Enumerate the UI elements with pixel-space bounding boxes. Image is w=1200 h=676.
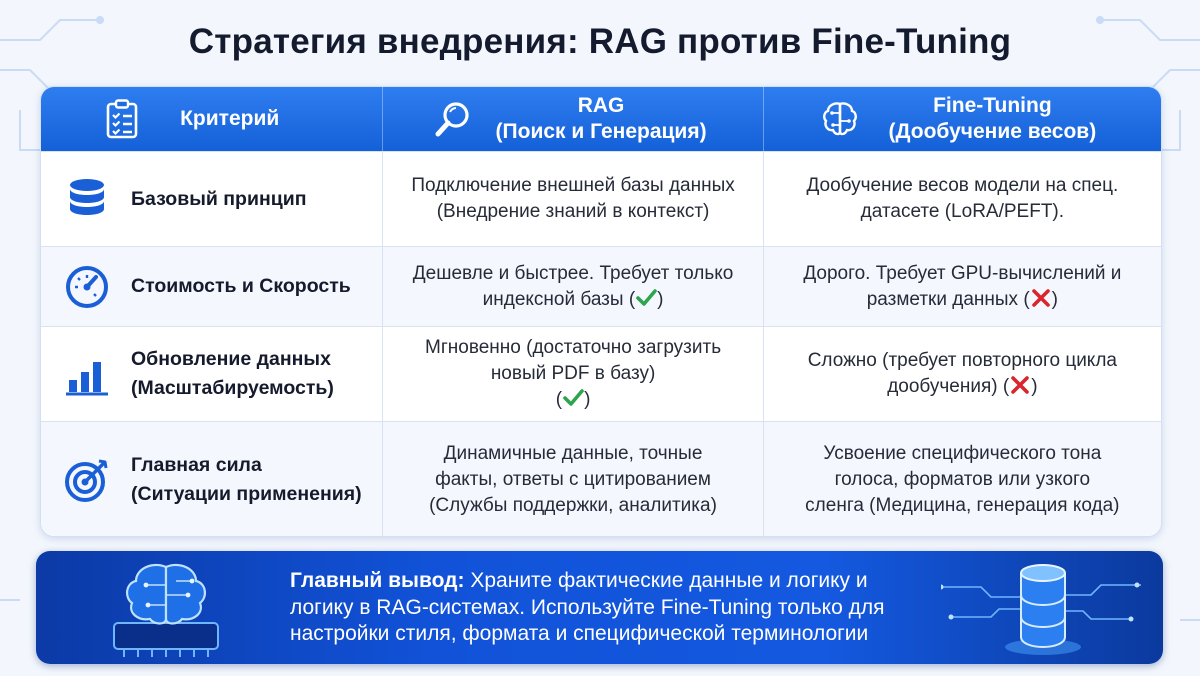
rag-text: Динамичные данные, точные факты, ответы с цитированием (Службы поддержки, аналитика) (429, 443, 717, 516)
header-ft-title: Fine-Tuning (933, 94, 1052, 117)
rag-text-tail: ) (584, 389, 591, 410)
database-glow-icon (941, 557, 1141, 659)
rag-cell (382, 152, 762, 246)
rag-text: Подключение внешней базы данных (Внедрение знаний в контекст) (411, 175, 735, 222)
header-rag (382, 87, 762, 151)
check-icon (562, 387, 584, 409)
table-row (41, 326, 1161, 421)
comparison-table (40, 86, 1162, 537)
brain-chip-icon (76, 555, 256, 661)
ft-cell (763, 327, 1161, 421)
rag-text-open: ( (555, 389, 563, 410)
header-ft-subtitle: (Дообучение весов) (888, 120, 1097, 143)
table-row (41, 151, 1161, 246)
criterion-cell (41, 247, 382, 326)
cross-icon (1009, 374, 1031, 396)
ft-text: Дообучение весов модели на спец. датасете (LoRA/PEFT). (806, 175, 1119, 222)
header-rag-subtitle: (Поиск и Генерация) (495, 120, 707, 143)
conclusion-banner (36, 551, 1163, 664)
database-icon (63, 175, 111, 223)
rag-cell (382, 327, 762, 421)
table-row (41, 421, 1161, 537)
ft-cell (763, 247, 1161, 326)
rag-text: Мгновенно (достаточно загрузить новый PDF в базу) (425, 337, 722, 384)
header-criterion (41, 87, 382, 151)
criterion-label: Главная сила (131, 454, 262, 476)
cross-icon (1030, 287, 1052, 309)
criterion-label: Базовый принцип (131, 187, 307, 210)
magnifier-icon (433, 99, 473, 139)
conclusion-body: Храните фактические данные и логику и логику в RAG-системах. Используйте Fine-Tuning только для настройки стиля, формата и специфической терминологии (290, 569, 885, 645)
bar-chart-icon (63, 350, 111, 398)
ft-cell (763, 422, 1161, 537)
ft-text-tail: ) (1051, 288, 1058, 310)
conclusion-text (290, 568, 930, 648)
brain-circuit-icon (820, 99, 860, 139)
rag-cell (382, 422, 762, 537)
rag-text: Дешевле и быстрее. Требует только индексной базы ( (412, 262, 734, 310)
ft-cell (763, 152, 1161, 246)
criterion-cell (41, 422, 382, 537)
criterion-sublabel: (Ситуации применения) (131, 483, 362, 505)
criterion-label: Стоимость и Скорость (131, 275, 351, 297)
criterion-sublabel: (Масштабируемость) (131, 377, 334, 399)
table-row (41, 246, 1161, 326)
header-rag-title: RAG (577, 94, 625, 117)
ft-text: Усвоение специфического тона голоса, форматов или узкого сленга (Медицина, генерация кода) (805, 443, 1120, 516)
criterion-cell (41, 152, 382, 246)
criterion-label: Обновление данных (131, 348, 331, 370)
ft-text-tail: ) (1031, 376, 1038, 397)
page-title: Стратегия внедрения: RAG против Fine-Tuning (188, 22, 1012, 61)
header-fine-tuning (763, 87, 1161, 151)
clipboard-checklist-icon (105, 99, 139, 139)
table-header (41, 87, 1161, 151)
rag-text-tail: ) (657, 288, 664, 310)
rag-cell (382, 247, 762, 326)
header-criterion-label: Критерий (180, 107, 280, 130)
ft-text: Сложно (требует повторного цикла дообучения) ( (807, 350, 1117, 397)
gauge-icon (63, 263, 111, 311)
criterion-cell (41, 327, 382, 421)
check-icon (635, 287, 657, 309)
target-icon (63, 456, 111, 504)
ft-text: Дорого. Требует GPU-вычислений и разметки данных ( (803, 262, 1122, 310)
conclusion-lead: Главный вывод: (290, 569, 465, 592)
